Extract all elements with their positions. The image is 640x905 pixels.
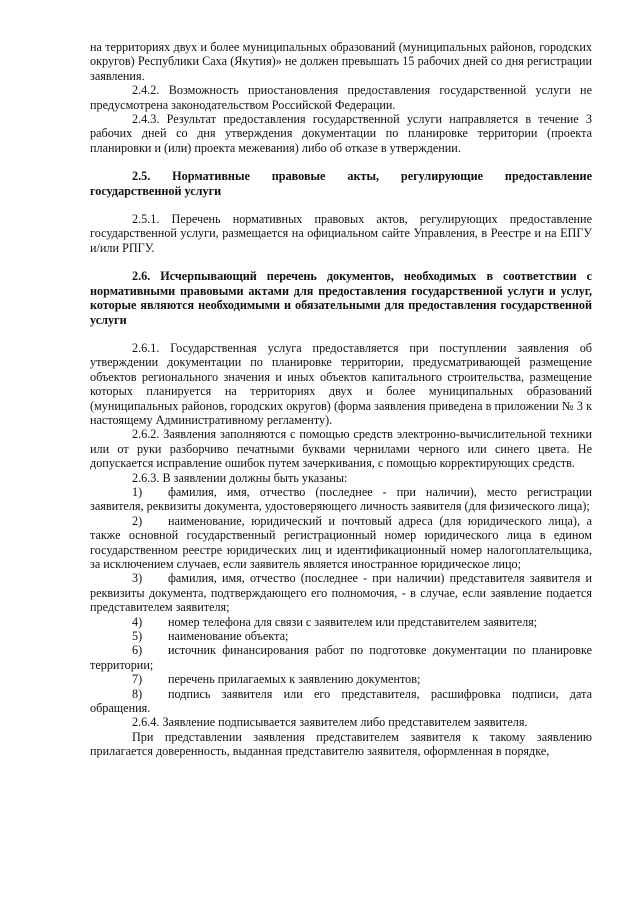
list-item-text: источник финансирования работ по подготовке документации по планировке территории; (90, 643, 592, 672)
list-item (90, 514, 592, 572)
list-item-number: 1) (132, 484, 143, 499)
paragraph-gap (90, 255, 592, 269)
list-item-text: подпись заявителя или его представителя, расшифровка подписи, дата обращения. (90, 686, 592, 716)
list-item-text: перечень прилагаемых к заявлению документов; (168, 672, 421, 687)
list-item-number: 6) (132, 643, 143, 658)
list-item (90, 629, 592, 643)
list-item-number: 7) (132, 672, 143, 687)
body-paragraph: При представлении заявления представителем заявителя к такому заявлению прилагается доверенность, выданная представителю заявителя, оформленная в порядке, (90, 729, 592, 759)
list-item-text: фамилия, имя, отчество (последнее - при наличии) представителя заявителя и реквизиты документа, подтверждающего его полномочия, - в случае, если заявление подается представителем заявителя; (90, 571, 592, 615)
list-item-text: наименование, юридический и почтовый адреса (для юридического лица), а также основной государственный регистрационный номер юридического лица в едином государственном реестре юридических лиц и идентификационный номер налогоплательщика, за исключением случаев, если заявитель является иностранное юридическое лицо; (90, 513, 592, 571)
body-paragraph: 2.5.1. Перечень нормативных правовых актов, регулирующих предоставление государственной услуги, размещается на официальном сайте Управления, в Реестре и на ЕПГУ и/или РПГУ. (90, 212, 592, 255)
body-paragraph: 2.6.2. Заявления заполняются с помощью средств электронно-вычислительной техники или от руки разборчиво печатными буквами чернилами черного или синего цвета. Не допускается исправление ошибок путем зачеркивания, с помощью корректирующих средств. (90, 427, 592, 471)
body-paragraph: 2.4.2. Возможность приостановления предоставления государственной услуги не предусмотрена законодательством Российской Федерации. (90, 83, 592, 112)
list-item-number: 3) (132, 571, 143, 586)
list-item (90, 687, 592, 716)
list-item (90, 615, 592, 629)
paragraph-gap (90, 198, 592, 212)
body-paragraph: 2.6.1. Государственная услуга предоставляется при поступлении заявления об утверждении документации по планировке территории, предусматривающей размещение объектов регионального значения и иных объектов капитального строительства, размещение которых планируется на территориях двух и более муниципальных образований (муниципальных районов, городских округов) (форма заявления приведена в приложении № 3 к настоящему Административному регламенту). (90, 340, 592, 427)
section-heading: 2.6. Исчерпывающий перечень документов, необходимых в соответствии с нормативными правовыми актами для предоставления государственной услуги и услуг, которые являются необходимыми и обязательными для предоставления государственной услуги (90, 269, 592, 327)
body-paragraph: 2.6.3. В заявлении должны быть указаны: (132, 470, 348, 485)
section-heading: 2.5. Нормативные правовые акты, регулирующие предоставление государственной услуги (90, 169, 592, 198)
paragraph-gap (90, 327, 592, 341)
list-item-text: наименование объекта; (168, 629, 289, 644)
document-page (90, 40, 592, 759)
list-item-number: 5) (132, 629, 143, 644)
list-item (90, 672, 592, 686)
list-item (90, 571, 592, 614)
paragraph-gap (90, 155, 592, 169)
list-item (90, 643, 592, 672)
body-paragraph: 2.6.4. Заявление подписывается заявителем либо представителем заявителя. (132, 715, 528, 730)
list-item-number: 4) (132, 614, 143, 629)
body-paragraph: 2.4.3. Результат предоставления государственной услуги направляется в течение 3 рабочих дней со дня утверждения документации по планировке территории (проекта планировки и (или) проекта межевания) либо об отказе в утверждении. (90, 112, 592, 155)
list-item-text: номер телефона для связи с заявителем или представителем заявителя; (168, 614, 538, 629)
list-item-number: 2) (132, 513, 143, 528)
list-item-number: 8) (132, 686, 143, 701)
body-paragraph: на территориях двух и более муниципальных образований (муниципальных районов, городских округов) Республики Саха (Якутия)» не должен превышать 15 рабочих дней со дня регистрации заявления. (90, 40, 592, 83)
list-item (90, 485, 592, 514)
list-item-text: фамилия, имя, отчество (последнее - при наличии), место регистрации заявителя, реквизиты документа, удостоверяющего личность заявителя (для физического лица); (90, 484, 592, 514)
